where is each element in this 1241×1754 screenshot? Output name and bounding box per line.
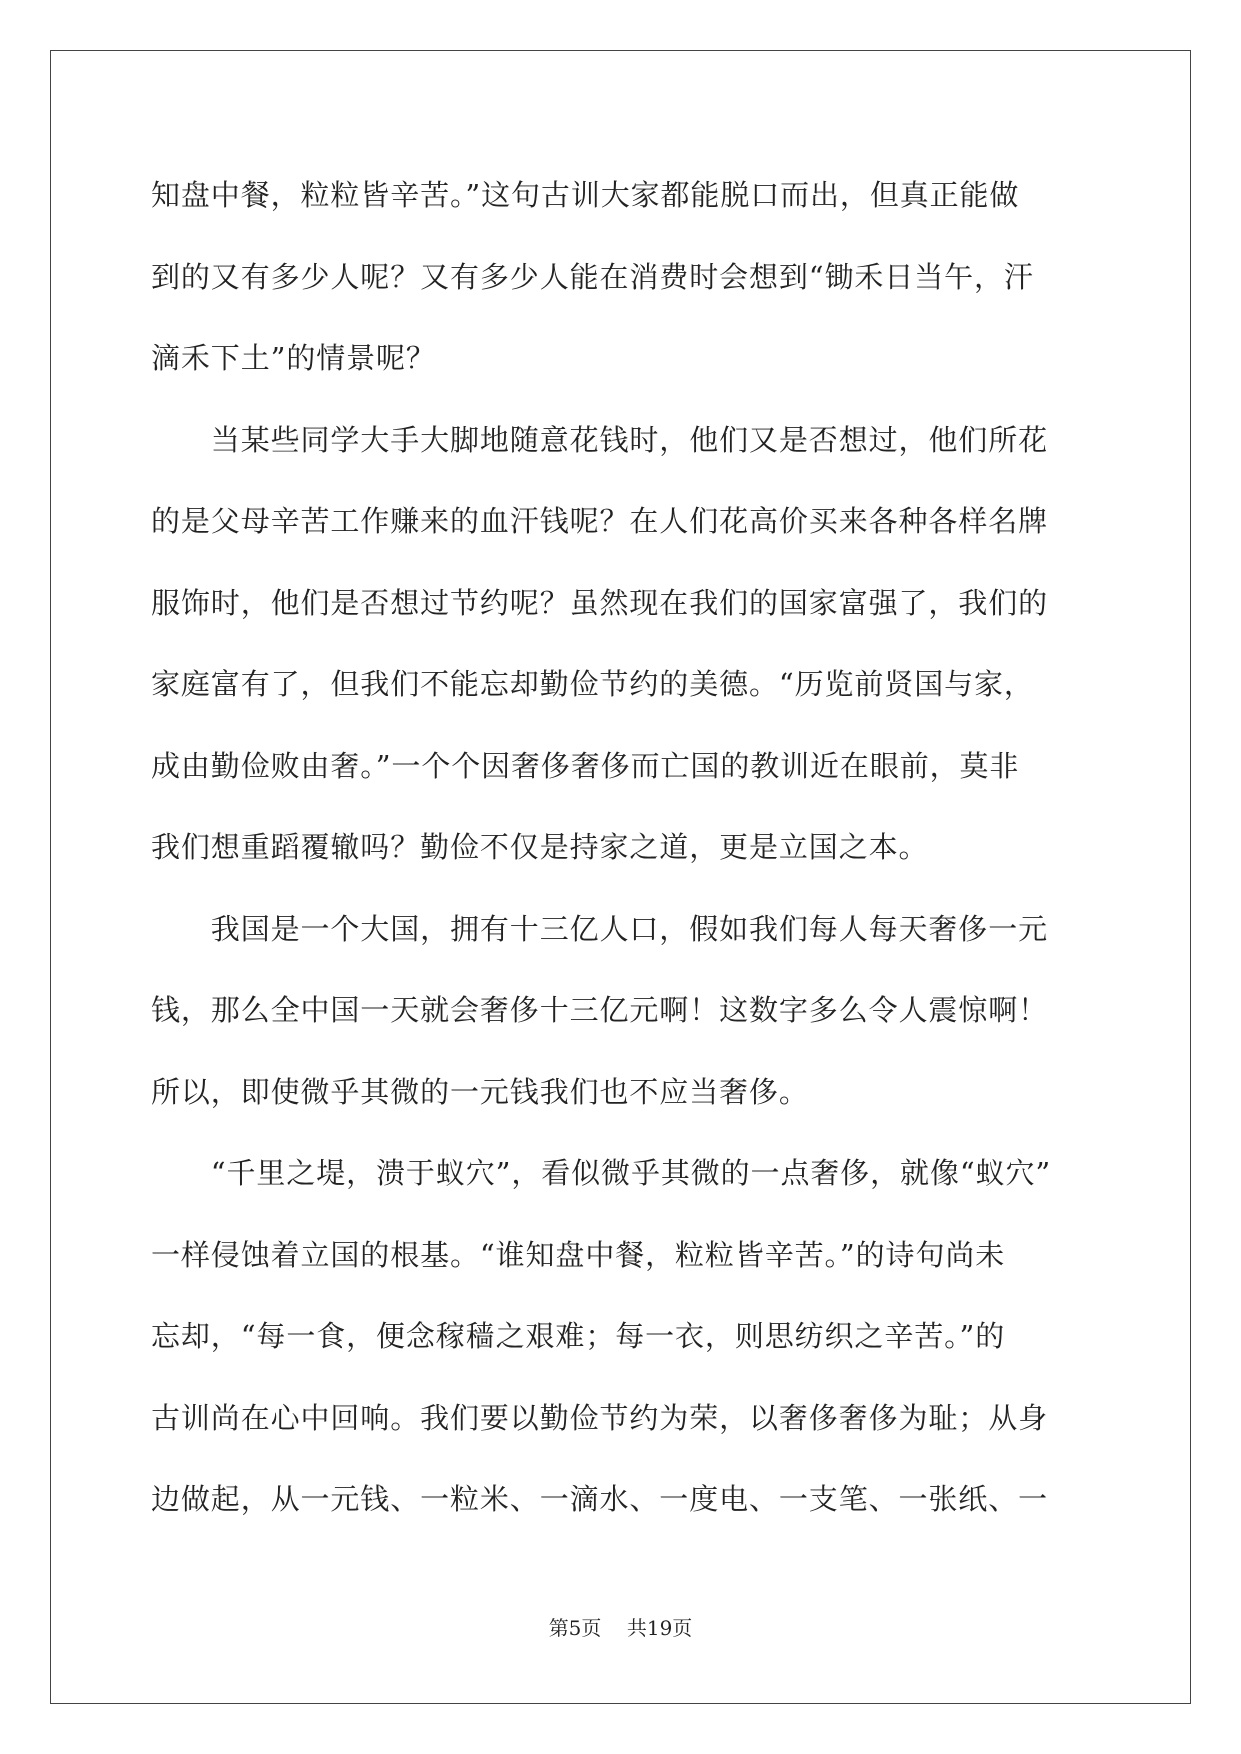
text-line: 到的又有多少人呢？又有多少人能在消费时会想到“锄禾日当午，汗 [151, 259, 1034, 294]
text-line: 成由勤俭败由奢。”一个个因奢侈奢侈而亡国的教训近在眼前，莫非 [151, 748, 1020, 783]
text-line: 家庭富有了，但我们不能忘却勤俭节约的美德。“历览前贤国与家， [151, 667, 1034, 701]
text-line: 钱，那么全中国一天就会奢侈十三亿元啊！这数字多么令人震惊啊！ [151, 993, 1049, 1027]
text-line: 所以，即使微乎其微的一元钱我们也不应当奢侈。 [151, 1074, 809, 1109]
text-line: 古训尚在心中回响。我们要以勤俭节约为荣，以奢侈奢侈为耻；从身 [151, 1400, 1049, 1435]
page-number: 第5页 [548, 1616, 602, 1640]
page-footer [0, 1612, 1241, 1641]
text-line: 知盘中餐，粒粒皆辛苦。”这句古训大家都能脱口而出，但真正能做 [151, 178, 1020, 212]
text-line: 的是父母辛苦工作赚来的血汗钱呢？在人们花高价买来各种各样名牌 [151, 504, 1049, 538]
text-line: 当某些同学大手大脚地随意花钱时，他们又是否想过，他们所花 [151, 422, 1049, 457]
text-line: 我国是一个大国，拥有十三亿人口，假如我们每人每天奢侈一元 [151, 911, 1049, 946]
text-line: 服饰时，他们是否想过节约呢？虽然现在我们的国家富强了，我们的 [151, 585, 1049, 620]
body-paragraph [151, 155, 1091, 1541]
document-body [151, 155, 1091, 1541]
page-total: 共19页 [626, 1616, 693, 1640]
text-line: 我们想重蹈覆辙吗？勤俭不仅是持家之道，更是立国之本。 [151, 830, 929, 864]
text-line: 边做起，从一元钱、一粒米、一滴水、一度电、一支笔、一张纸、一 [151, 1482, 1049, 1516]
text-line: 一样侵蚀着立国的根基。“谁知盘中餐，粒粒皆辛苦。”的诗句尚未 [151, 1237, 1006, 1272]
text-line: “千里之堤，溃于蚁穴”，看似微乎其微的一点奢侈，就像“蚁穴” [151, 1156, 1052, 1190]
text-line: 滴禾下土”的情景呢？ [151, 341, 436, 375]
text-line: 忘却，“每一食，便念稼穑之艰难；每一衣，则思纺织之辛苦。”的 [151, 1319, 1006, 1353]
